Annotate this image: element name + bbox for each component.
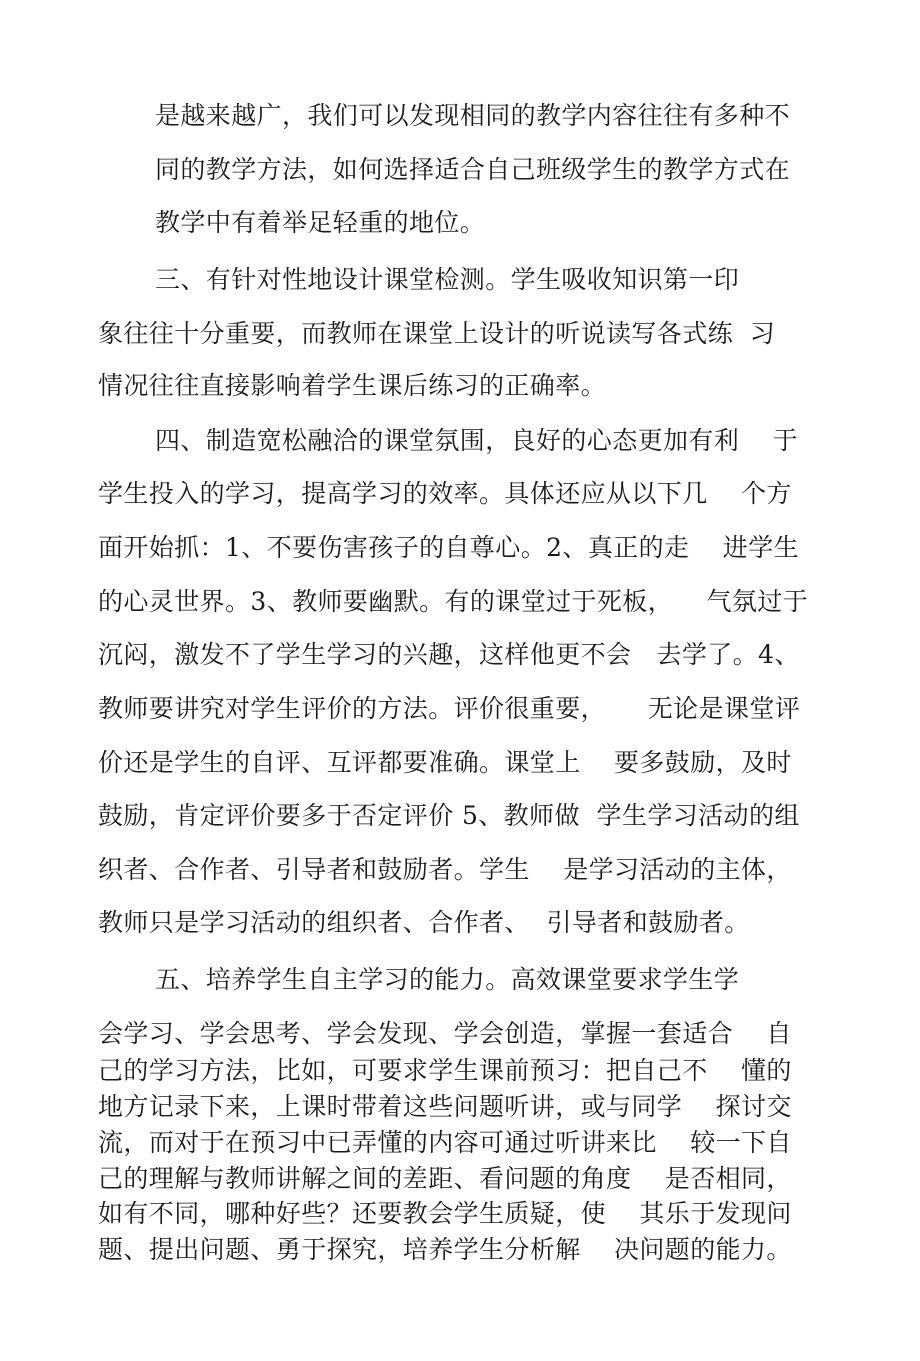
text-line-23: 如有不同，哪种好些？还要教会学生质疑，使 其乐于发现问: [98, 1199, 792, 1228]
text-line-17: 五、培养学生自主学习的能力。高效课堂要求学生学: [155, 965, 740, 994]
text-line-19: 己的学习方法，比如，可要求学生课前预习：把自己不 懂的: [98, 1056, 792, 1085]
text-line-24: 题、提出问题、勇于探究，培养学生分析解 决问题的能力。: [98, 1235, 792, 1264]
text-line-16: 教师只是学习活动的组织者、合作者、 引导者和鼓励者。: [98, 908, 750, 937]
text-line-7: 四、制造宽松融洽的课堂氛围，良好的心态更加有利 于: [155, 426, 798, 455]
text-line-14: 鼓励，肯定评价要多于否定评价 5、教师做 学生学习活动的组: [98, 801, 800, 830]
text-line-1: 是越来越广，我们可以发现相同的教学内容往往有多种不: [155, 101, 791, 130]
text-line-2: 同的教学方法，如何选择适合自己班级学生的教学方式在: [155, 155, 791, 184]
text-line-9: 面开始抓：1、不要伤害孩子的自尊心。2、真正的走 进学生: [98, 533, 800, 562]
text-line-11: 沉闷，激发不了学生学习的兴趣，这样他更不会 去学了。4、: [98, 640, 800, 669]
text-line-20: 地方记录下来，上课时带着这些问题听讲，或与同学 探讨交: [98, 1092, 792, 1121]
text-line-10: 的心灵世界。3、教师要幽默。有的课堂过于死板， 气氛过于: [98, 587, 809, 616]
text-line-12: 教师要讲究对学生评价的方法。评价很重要， 无论是课堂评: [98, 694, 801, 723]
text-line-18: 会学习、学会思考、学会发现、学会创造，掌握一套适合 自: [98, 1019, 792, 1048]
text-line-21: 流，而对于在预习中已弄懂的内容可通过听讲来比 较一下自: [98, 1128, 792, 1157]
text-line-13: 价还是学生的自评、互评都要准确。课堂上 要多鼓励，及时: [98, 748, 792, 777]
text-line-6: 情况往往直接影响着学生课后练习的正确率。: [98, 371, 607, 400]
text-line-22: 己的理解与教师讲解之间的差距、看问题的角度 是否相同，: [98, 1164, 792, 1193]
text-line-5: 象往往十分重要，而教师在课堂上设计的听说读写各式练 习: [98, 319, 776, 348]
text-line-3: 教学中有着举足轻重的地位。: [155, 208, 486, 237]
text-line-15: 织者、合作者、引导者和鼓励者。学生 是学习活动的主体，: [98, 855, 792, 884]
text-line-8: 学生投入的学习，提高学习的效率。具体还应从以下几 个方: [98, 479, 792, 508]
text-line-4: 三、有针对性地设计课堂检测。学生吸收知识第一印: [155, 265, 740, 294]
